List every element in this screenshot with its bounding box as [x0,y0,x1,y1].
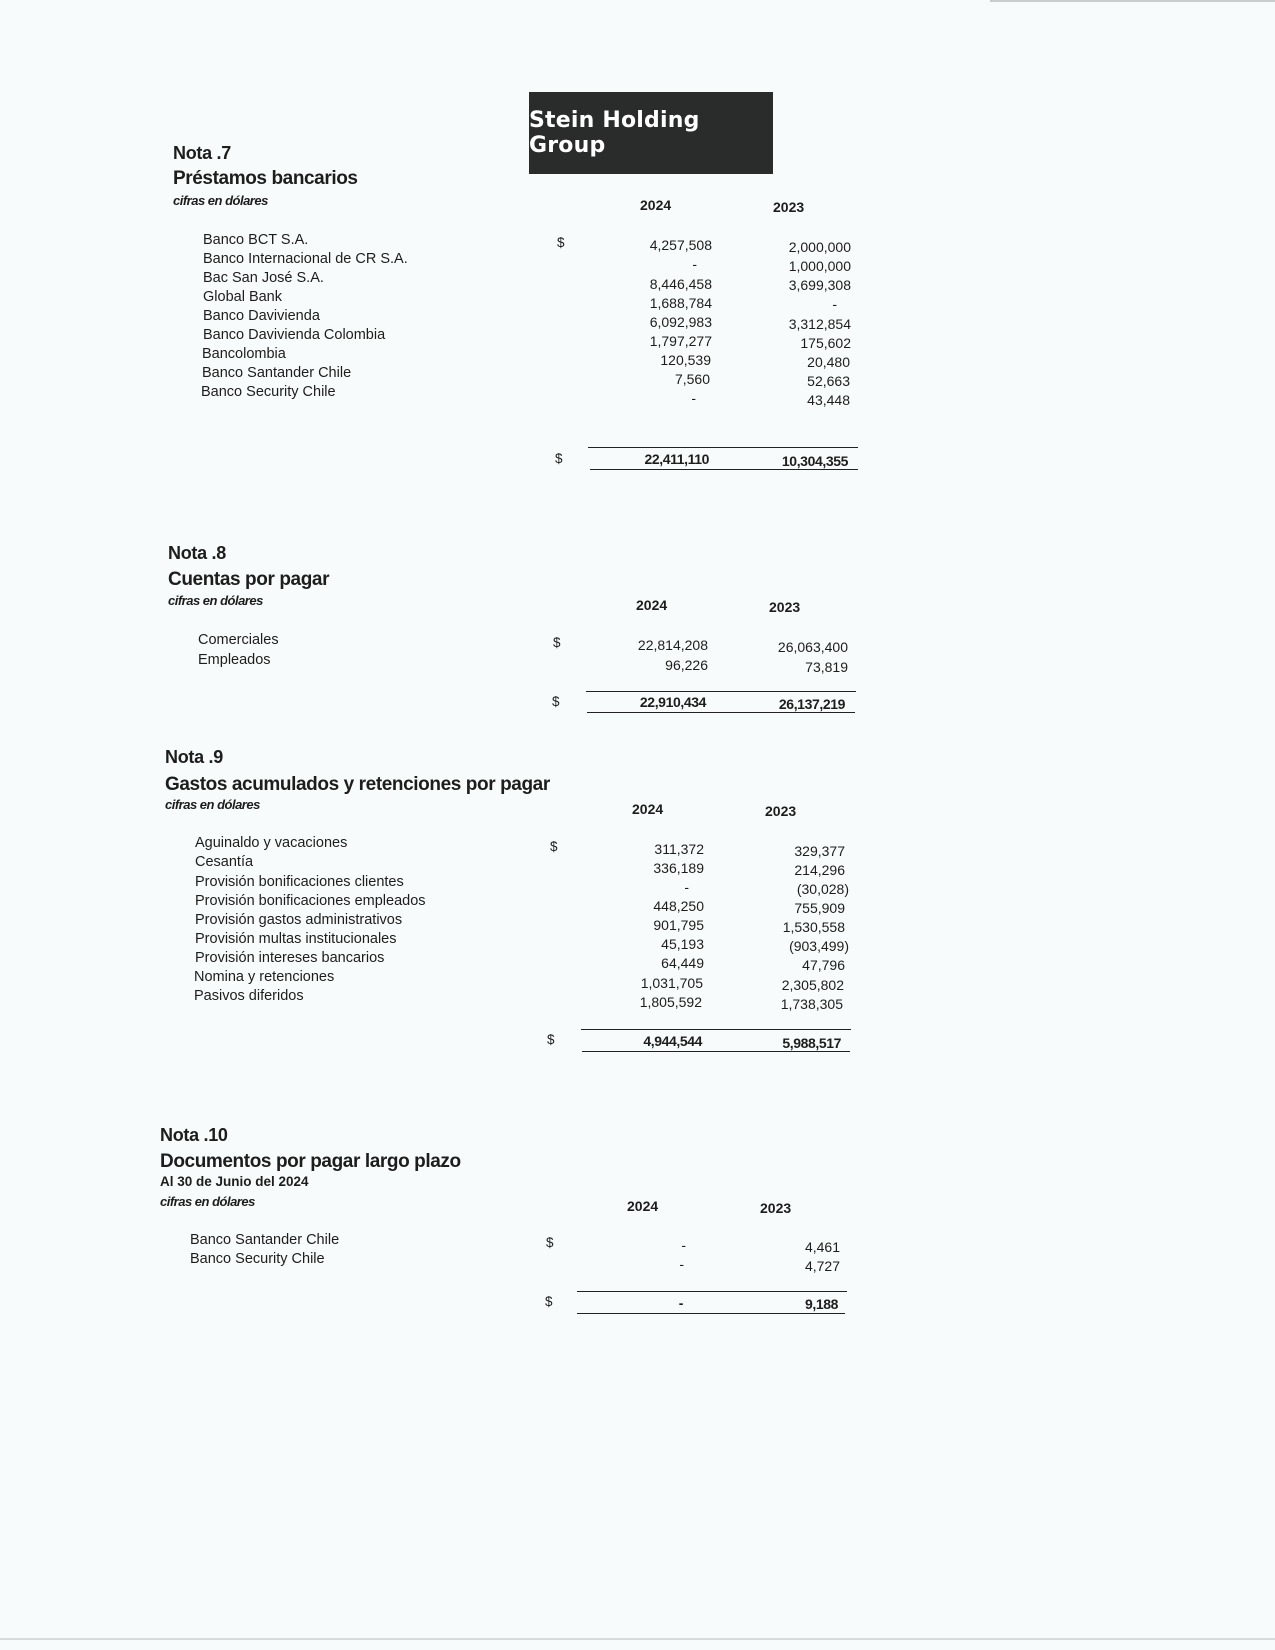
row-label: Empleados [198,652,271,668]
currency-symbol: $ [546,1235,554,1250]
value-2024: 1,797,277 [649,333,712,349]
value-2023: 20,480 [807,354,850,370]
note-subtitle: cifras en dólares [160,1194,255,1209]
currency-symbol: $ [557,235,565,250]
total-underline [587,712,855,713]
value-2023: (903,499) [789,938,849,954]
note-heading: Gastos acumulados y retenciones por pagar [165,774,550,795]
value-2023: 43,448 [807,392,850,408]
total-underline [577,1313,845,1314]
value-2023: 52,663 [807,373,850,389]
value-2024: 448,250 [653,898,704,914]
year-2023-header: 2023 [769,599,801,615]
row-label: Banco Santander Chile [202,365,352,381]
currency-symbol: $ [545,1294,553,1309]
value-2024: - [684,879,689,895]
total-underline [590,469,858,470]
note-number: Nota .9 [165,747,223,767]
currency-symbol: $ [550,839,558,854]
row-label: Bancolombia [202,346,286,362]
total-rule [588,447,858,448]
note-number: Nota .10 [160,1125,228,1145]
value-2024: 6,092,983 [649,314,712,330]
value-2023: 1,530,558 [782,919,845,935]
value-2023: 755,909 [794,900,845,916]
total-2023: 10,304,355 [781,453,848,469]
value-2023: 2,000,000 [788,239,851,255]
row-label: Banco Davivienda Colombia [203,327,386,343]
value-2023: - [832,296,837,312]
row-label: Banco Davivienda [203,308,320,324]
year-2024-header: 2024 [632,801,664,817]
value-2024: 120,539 [660,352,711,368]
total-rule [586,691,856,692]
row-label: Aguinaldo y vacaciones [195,835,348,851]
row-label: Comerciales [198,632,279,648]
value-2023: 3,699,308 [788,277,851,293]
note-heading: Cuentas por pagar [168,569,330,590]
value-2023: 1,000,000 [788,258,851,274]
value-2023: 47,796 [802,957,845,973]
row-label: Provisión multas institucionales [195,931,397,947]
row-label: Banco Security Chile [190,1251,325,1267]
value-2024: - [679,1256,684,1272]
total-2024: 22,910,434 [639,694,706,710]
value-2024: 64,449 [661,955,704,971]
value-2024: - [681,1237,686,1253]
value-2023: 3,312,854 [788,316,851,332]
year-2024-header: 2024 [636,597,668,613]
value-2023: 329,377 [794,843,845,859]
value-2023: 26,063,400 [777,639,848,655]
value-2024: 901,795 [653,917,704,933]
value-2024: - [691,390,696,406]
value-2023: 214,296 [794,862,845,878]
value-2023: 4,461 [804,1239,840,1255]
value-2024: 311,372 [654,841,704,857]
row-label: Banco Internacional de CR S.A. [203,251,408,267]
year-2023-header: 2023 [760,1200,792,1216]
value-2024: 1,805,592 [639,994,702,1010]
scan-edge-top [990,0,1275,2]
row-label: Banco Santander Chile [190,1232,340,1248]
value-2023: 73,819 [805,659,848,675]
row-label: Provisión bonificaciones clientes [195,874,404,890]
total-2024: 4,944,544 [643,1033,702,1049]
note-date: Al 30 de Junio del 2024 [160,1174,309,1189]
currency-symbol: $ [547,1032,555,1047]
note-subtitle: cifras en dólares [165,797,260,812]
value-2024: 1,031,705 [640,975,703,991]
row-label: Banco BCT S.A. [203,232,309,248]
note-number: Nota .7 [173,143,231,163]
year-2024-header: 2024 [640,197,672,213]
value-2024: 1,688,784 [649,295,712,311]
total-rule [577,1291,847,1292]
note-heading: Préstamos bancarios [173,168,358,189]
year-2024-header: 2024 [627,1198,659,1214]
row-label: Cesantía [195,854,254,870]
total-2024: - [678,1295,683,1311]
value-2023: 4,727 [804,1258,840,1274]
logo-text: Stein Holding Group [529,108,700,158]
row-label: Banco Security Chile [201,384,336,400]
note-subtitle: cifras en dólares [168,593,263,608]
row-label: Pasivos diferidos [194,988,304,1004]
value-2024: 7,560 [674,371,710,387]
currency-symbol: $ [552,694,560,709]
row-label: Nomina y retenciones [194,969,335,985]
row-label: Provisión gastos administrativos [195,912,403,928]
value-2024: 4,257,508 [649,237,712,253]
row-label: Provisión intereses bancarios [195,950,385,966]
note-subtitle: cifras en dólares [173,193,268,208]
note-heading: Documentos por pagar largo plazo [160,1151,461,1172]
total-2023: 5,988,517 [782,1035,841,1051]
currency-symbol: $ [555,451,563,466]
value-2024: 8,446,458 [649,276,712,292]
value-2023: 175,602 [800,335,851,351]
total-2023: 26,137,219 [778,696,845,712]
value-2024: 45,193 [661,936,704,952]
row-label: Bac San José S.A. [203,270,324,286]
year-2023-header: 2023 [765,803,797,819]
scan-edge-bottom [0,1638,1275,1640]
value-2024: 22,814,208 [637,637,708,653]
company-logo [529,92,773,174]
year-2023-header: 2023 [773,199,805,215]
note-number: Nota .8 [168,543,226,563]
total-2023: 9,188 [804,1296,838,1312]
value-2023: (30,028) [796,881,849,897]
row-label: Global Bank [203,289,282,305]
total-rule [581,1029,851,1030]
currency-symbol: $ [553,635,561,650]
value-2024: - [692,256,697,272]
total-2024: 22,411,110 [644,451,709,467]
value-2024: 336,189 [653,860,704,876]
value-2024: 96,226 [665,657,708,673]
value-2023: 2,305,802 [781,977,844,993]
total-underline [582,1051,850,1052]
value-2023: 1,738,305 [780,996,843,1012]
row-label: Provisión bonificaciones empleados [195,893,426,909]
